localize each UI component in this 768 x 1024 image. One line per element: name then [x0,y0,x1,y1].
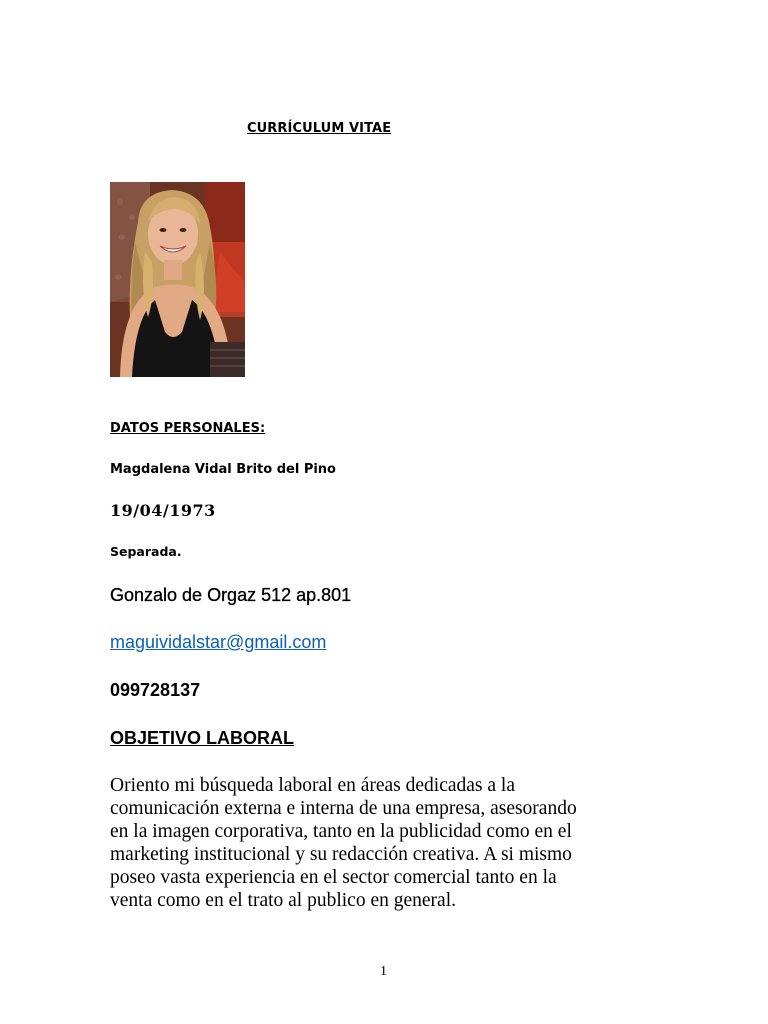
objective-line: poseo vasta experiencia en el sector comercial tanto en la [110,867,557,888]
page-number: 1 [380,964,387,979]
document-title: CURRÍCULUM VITAE [247,121,392,136]
personal-data-heading: DATOS PERSONALES: [110,421,266,436]
profile-photo [110,182,245,377]
marital-status: Separada. [110,544,182,559]
objective-line: en la imagen corporativa, tanto en la publicidad como en el [110,821,572,842]
objective-paragraph [110,774,670,912]
full-name: Magdalena Vidal Brito del Pino [110,462,336,477]
address: Gonzalo de Orgaz 512 ap.801 [110,585,352,605]
objective-line: venta como en el trato al publico en general. [110,890,456,911]
objective-heading: OBJETIVO LABORAL [110,728,295,748]
phone-number: 099728137 [110,680,201,700]
email-link[interactable]: maguividalstar@gmail.com [110,632,327,652]
objective-line: Oriento mi búsqueda laboral en áreas dedicadas a la [110,775,515,796]
objective-line: comunicación externa e interna de una empresa, asesorando [110,798,577,819]
birth-date: 19/04/1973 [110,501,216,520]
objective-line: marketing institucional y su redacción creativa. A si mismo [110,844,572,865]
